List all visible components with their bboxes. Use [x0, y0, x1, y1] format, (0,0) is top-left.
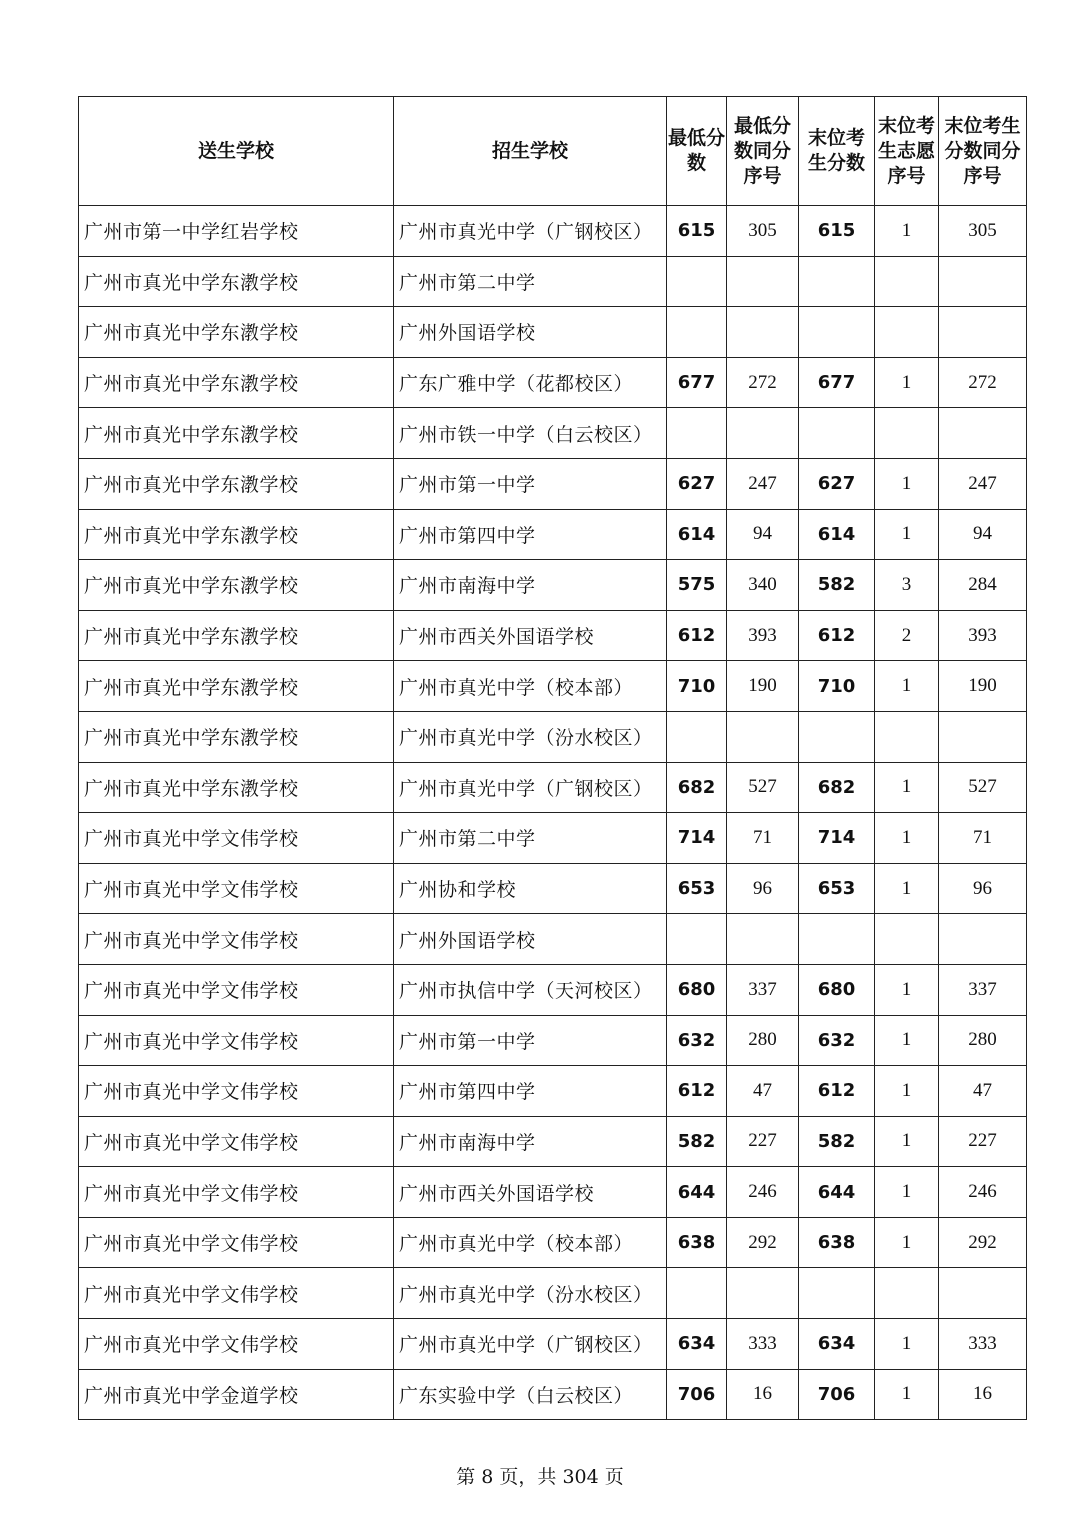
cell-last-score — [799, 914, 875, 965]
cell-sending-school: 广州市真光中学东漖学校 — [79, 610, 394, 661]
cell-sending-school: 广州市真光中学东漖学校 — [79, 560, 394, 611]
cell-last-score-rank: 71 — [939, 813, 1027, 864]
cell-min-score: 612 — [667, 1066, 727, 1117]
admission-table-container — [78, 96, 1026, 1420]
cell-admitting-school: 广州市第一中学 — [394, 1015, 667, 1066]
cell-last-wish-order: 1 — [875, 1015, 939, 1066]
cell-last-wish-order: 1 — [875, 1369, 939, 1420]
cell-last-score-rank: 280 — [939, 1015, 1027, 1066]
cell-last-wish-order: 1 — [875, 1217, 939, 1268]
header-min-score-rank: 最低分数同分序号 — [727, 97, 799, 206]
cell-last-score: 644 — [799, 1167, 875, 1218]
cell-min-score — [667, 307, 727, 358]
cell-sending-school: 广州市真光中学东漖学校 — [79, 711, 394, 762]
cell-sending-school: 广州市真光中学文伟学校 — [79, 863, 394, 914]
cell-last-wish-order: 1 — [875, 1066, 939, 1117]
cell-sending-school: 广州市第一中学红岩学校 — [79, 206, 394, 257]
cell-last-score: 632 — [799, 1015, 875, 1066]
cell-last-wish-order: 1 — [875, 357, 939, 408]
cell-min-score: 644 — [667, 1167, 727, 1218]
cell-last-wish-order: 1 — [875, 964, 939, 1015]
cell-min-score-rank — [727, 1268, 799, 1319]
cell-last-score-rank: 227 — [939, 1116, 1027, 1167]
header-row — [79, 97, 1027, 206]
table-row — [79, 1015, 1027, 1066]
cell-last-score — [799, 1268, 875, 1319]
cell-last-score-rank: 246 — [939, 1167, 1027, 1218]
table-row — [79, 1369, 1027, 1420]
cell-sending-school: 广州市真光中学金道学校 — [79, 1369, 394, 1420]
cell-min-score — [667, 408, 727, 459]
table-row — [79, 206, 1027, 257]
cell-last-wish-order — [875, 711, 939, 762]
cell-min-score-rank: 47 — [727, 1066, 799, 1117]
cell-sending-school: 广州市真光中学文伟学校 — [79, 964, 394, 1015]
cell-min-score: 714 — [667, 813, 727, 864]
cell-last-score — [799, 307, 875, 358]
cell-min-score: 634 — [667, 1319, 727, 1370]
cell-min-score-rank: 246 — [727, 1167, 799, 1218]
table-row — [79, 1319, 1027, 1370]
cell-min-score: 632 — [667, 1015, 727, 1066]
cell-last-score: 582 — [799, 1116, 875, 1167]
table-body — [79, 206, 1027, 1420]
header-last-wish-order: 末位考生志愿序号 — [875, 97, 939, 206]
cell-min-score: 677 — [667, 357, 727, 408]
cell-last-score: 612 — [799, 610, 875, 661]
cell-last-score-rank: 305 — [939, 206, 1027, 257]
cell-admitting-school: 广东实验中学（白云校区） — [394, 1369, 667, 1420]
cell-admitting-school: 广州市第二中学 — [394, 256, 667, 307]
cell-last-score-rank: 16 — [939, 1369, 1027, 1420]
cell-last-score: 634 — [799, 1319, 875, 1370]
cell-admitting-school: 广州市真光中学（校本部） — [394, 661, 667, 712]
cell-sending-school: 广州市真光中学文伟学校 — [79, 813, 394, 864]
cell-min-score-rank: 96 — [727, 863, 799, 914]
cell-admitting-school: 广州外国语学校 — [394, 914, 667, 965]
cell-last-wish-order: 1 — [875, 863, 939, 914]
header-last-score-rank: 末位考生分数同分序号 — [939, 97, 1027, 206]
cell-sending-school: 广州市真光中学东漖学校 — [79, 408, 394, 459]
cell-last-wish-order: 1 — [875, 661, 939, 712]
cell-last-wish-order — [875, 914, 939, 965]
cell-min-score-rank: 190 — [727, 661, 799, 712]
cell-last-wish-order: 2 — [875, 610, 939, 661]
table-row — [79, 256, 1027, 307]
table-row — [79, 762, 1027, 813]
header-admitting-school: 招生学校 — [394, 97, 667, 206]
table-row — [79, 560, 1027, 611]
cell-sending-school: 广州市真光中学东漖学校 — [79, 357, 394, 408]
table-row — [79, 661, 1027, 712]
cell-last-score: 615 — [799, 206, 875, 257]
cell-last-score — [799, 711, 875, 762]
table-header — [79, 97, 1027, 206]
cell-last-wish-order: 1 — [875, 762, 939, 813]
cell-sending-school: 广州市真光中学文伟学校 — [79, 1319, 394, 1370]
cell-admitting-school: 广州市第四中学 — [394, 509, 667, 560]
cell-min-score-rank — [727, 307, 799, 358]
cell-min-score: 706 — [667, 1369, 727, 1420]
cell-last-score: 682 — [799, 762, 875, 813]
cell-sending-school: 广州市真光中学东漖学校 — [79, 661, 394, 712]
cell-last-score: 653 — [799, 863, 875, 914]
cell-last-wish-order — [875, 307, 939, 358]
cell-last-wish-order — [875, 256, 939, 307]
cell-sending-school: 广州市真光中学文伟学校 — [79, 914, 394, 965]
cell-last-score-rank: 96 — [939, 863, 1027, 914]
cell-admitting-school: 广州市西关外国语学校 — [394, 610, 667, 661]
cell-last-wish-order: 1 — [875, 509, 939, 560]
cell-admitting-school: 广州市南海中学 — [394, 560, 667, 611]
cell-min-score-rank: 272 — [727, 357, 799, 408]
cell-min-score: 710 — [667, 661, 727, 712]
cell-last-score-rank: 247 — [939, 458, 1027, 509]
cell-min-score: 638 — [667, 1217, 727, 1268]
cell-sending-school: 广州市真光中学文伟学校 — [79, 1066, 394, 1117]
cell-min-score: 680 — [667, 964, 727, 1015]
cell-admitting-school: 广州市真光中学（汾水校区） — [394, 1268, 667, 1319]
header-min-score: 最低分数 — [667, 97, 727, 206]
cell-last-score: 706 — [799, 1369, 875, 1420]
cell-last-score: 612 — [799, 1066, 875, 1117]
cell-admitting-school: 广州市第二中学 — [394, 813, 667, 864]
table-row — [79, 711, 1027, 762]
cell-min-score-rank — [727, 408, 799, 459]
cell-min-score-rank: 247 — [727, 458, 799, 509]
cell-admitting-school: 广州协和学校 — [394, 863, 667, 914]
cell-sending-school: 广州市真光中学文伟学校 — [79, 1116, 394, 1167]
cell-min-score-rank: 305 — [727, 206, 799, 257]
cell-last-wish-order — [875, 1268, 939, 1319]
cell-sending-school: 广州市真光中学东漖学校 — [79, 307, 394, 358]
cell-last-score-rank — [939, 307, 1027, 358]
cell-min-score-rank: 94 — [727, 509, 799, 560]
cell-last-score-rank — [939, 256, 1027, 307]
cell-last-wish-order: 3 — [875, 560, 939, 611]
table-row — [79, 1217, 1027, 1268]
cell-min-score: 582 — [667, 1116, 727, 1167]
cell-last-score-rank: 333 — [939, 1319, 1027, 1370]
cell-min-score — [667, 711, 727, 762]
cell-min-score — [667, 256, 727, 307]
cell-min-score — [667, 914, 727, 965]
cell-sending-school: 广州市真光中学东漖学校 — [79, 458, 394, 509]
table-row — [79, 509, 1027, 560]
cell-sending-school: 广州市真光中学文伟学校 — [79, 1217, 394, 1268]
header-last-score: 末位考生分数 — [799, 97, 875, 206]
cell-last-score-rank: 292 — [939, 1217, 1027, 1268]
cell-last-wish-order: 1 — [875, 1319, 939, 1370]
cell-admitting-school: 广州市第四中学 — [394, 1066, 667, 1117]
cell-last-score — [799, 408, 875, 459]
cell-last-score-rank — [939, 408, 1027, 459]
cell-last-score: 714 — [799, 813, 875, 864]
cell-sending-school: 广州市真光中学文伟学校 — [79, 1167, 394, 1218]
cell-min-score: 615 — [667, 206, 727, 257]
admission-table — [78, 96, 1027, 1420]
cell-min-score-rank: 337 — [727, 964, 799, 1015]
table-row — [79, 1268, 1027, 1319]
cell-last-score: 680 — [799, 964, 875, 1015]
cell-last-score: 627 — [799, 458, 875, 509]
cell-last-wish-order — [875, 408, 939, 459]
table-row — [79, 458, 1027, 509]
cell-admitting-school: 广州市铁一中学（白云校区） — [394, 408, 667, 459]
cell-last-wish-order: 1 — [875, 813, 939, 864]
cell-min-score-rank: 333 — [727, 1319, 799, 1370]
cell-min-score: 614 — [667, 509, 727, 560]
cell-last-score-rank — [939, 914, 1027, 965]
cell-min-score: 612 — [667, 610, 727, 661]
cell-min-score-rank: 227 — [727, 1116, 799, 1167]
table-row — [79, 307, 1027, 358]
cell-last-wish-order: 1 — [875, 458, 939, 509]
cell-sending-school: 广州市真光中学东漖学校 — [79, 762, 394, 813]
cell-min-score-rank: 280 — [727, 1015, 799, 1066]
cell-last-score-rank: 393 — [939, 610, 1027, 661]
cell-last-score-rank — [939, 711, 1027, 762]
cell-last-score — [799, 256, 875, 307]
table-row — [79, 964, 1027, 1015]
cell-last-score-rank: 272 — [939, 357, 1027, 408]
cell-last-score-rank: 190 — [939, 661, 1027, 712]
cell-min-score: 653 — [667, 863, 727, 914]
cell-last-score-rank: 527 — [939, 762, 1027, 813]
cell-last-score: 677 — [799, 357, 875, 408]
cell-min-score-rank: 16 — [727, 1369, 799, 1420]
cell-last-score: 710 — [799, 661, 875, 712]
cell-min-score-rank — [727, 256, 799, 307]
cell-admitting-school: 广州市真光中学（汾水校区） — [394, 711, 667, 762]
cell-sending-school: 广州市真光中学文伟学校 — [79, 1015, 394, 1066]
cell-min-score-rank: 71 — [727, 813, 799, 864]
cell-admitting-school: 广州市第一中学 — [394, 458, 667, 509]
cell-last-score-rank: 94 — [939, 509, 1027, 560]
table-row — [79, 813, 1027, 864]
cell-last-score-rank: 47 — [939, 1066, 1027, 1117]
cell-admitting-school: 广州市真光中学（广钢校区） — [394, 206, 667, 257]
cell-last-score-rank: 284 — [939, 560, 1027, 611]
cell-last-wish-order: 1 — [875, 206, 939, 257]
cell-last-score: 614 — [799, 509, 875, 560]
cell-admitting-school: 广州市真光中学（广钢校区） — [394, 1319, 667, 1370]
cell-sending-school: 广州市真光中学东漖学校 — [79, 256, 394, 307]
cell-min-score-rank: 292 — [727, 1217, 799, 1268]
table-row — [79, 610, 1027, 661]
cell-min-score: 575 — [667, 560, 727, 611]
cell-last-score: 638 — [799, 1217, 875, 1268]
cell-last-score-rank: 337 — [939, 964, 1027, 1015]
table-row — [79, 863, 1027, 914]
table-row — [79, 1066, 1027, 1117]
cell-sending-school: 广州市真光中学文伟学校 — [79, 1268, 394, 1319]
cell-sending-school: 广州市真光中学东漖学校 — [79, 509, 394, 560]
cell-last-wish-order: 1 — [875, 1116, 939, 1167]
cell-admitting-school: 广东广雅中学（花都校区） — [394, 357, 667, 408]
table-row — [79, 1167, 1027, 1218]
cell-min-score-rank — [727, 711, 799, 762]
cell-min-score-rank: 393 — [727, 610, 799, 661]
cell-admitting-school: 广州市真光中学（校本部） — [394, 1217, 667, 1268]
cell-admitting-school: 广州市西关外国语学校 — [394, 1167, 667, 1218]
cell-last-wish-order: 1 — [875, 1167, 939, 1218]
cell-min-score: 627 — [667, 458, 727, 509]
header-sending-school: 送生学校 — [79, 97, 394, 206]
page-footer: 第 8 页，共 304 页 — [456, 1466, 624, 1488]
table-row — [79, 914, 1027, 965]
cell-min-score-rank: 340 — [727, 560, 799, 611]
cell-admitting-school: 广州市真光中学（广钢校区） — [394, 762, 667, 813]
cell-min-score — [667, 1268, 727, 1319]
table-row — [79, 408, 1027, 459]
cell-admitting-school: 广州外国语学校 — [394, 307, 667, 358]
cell-last-score: 582 — [799, 560, 875, 611]
table-row — [79, 1116, 1027, 1167]
cell-admitting-school: 广州市南海中学 — [394, 1116, 667, 1167]
cell-admitting-school: 广州市执信中学（天河校区） — [394, 964, 667, 1015]
cell-min-score-rank: 527 — [727, 762, 799, 813]
cell-min-score-rank — [727, 914, 799, 965]
cell-last-score-rank — [939, 1268, 1027, 1319]
cell-min-score: 682 — [667, 762, 727, 813]
table-row — [79, 357, 1027, 408]
